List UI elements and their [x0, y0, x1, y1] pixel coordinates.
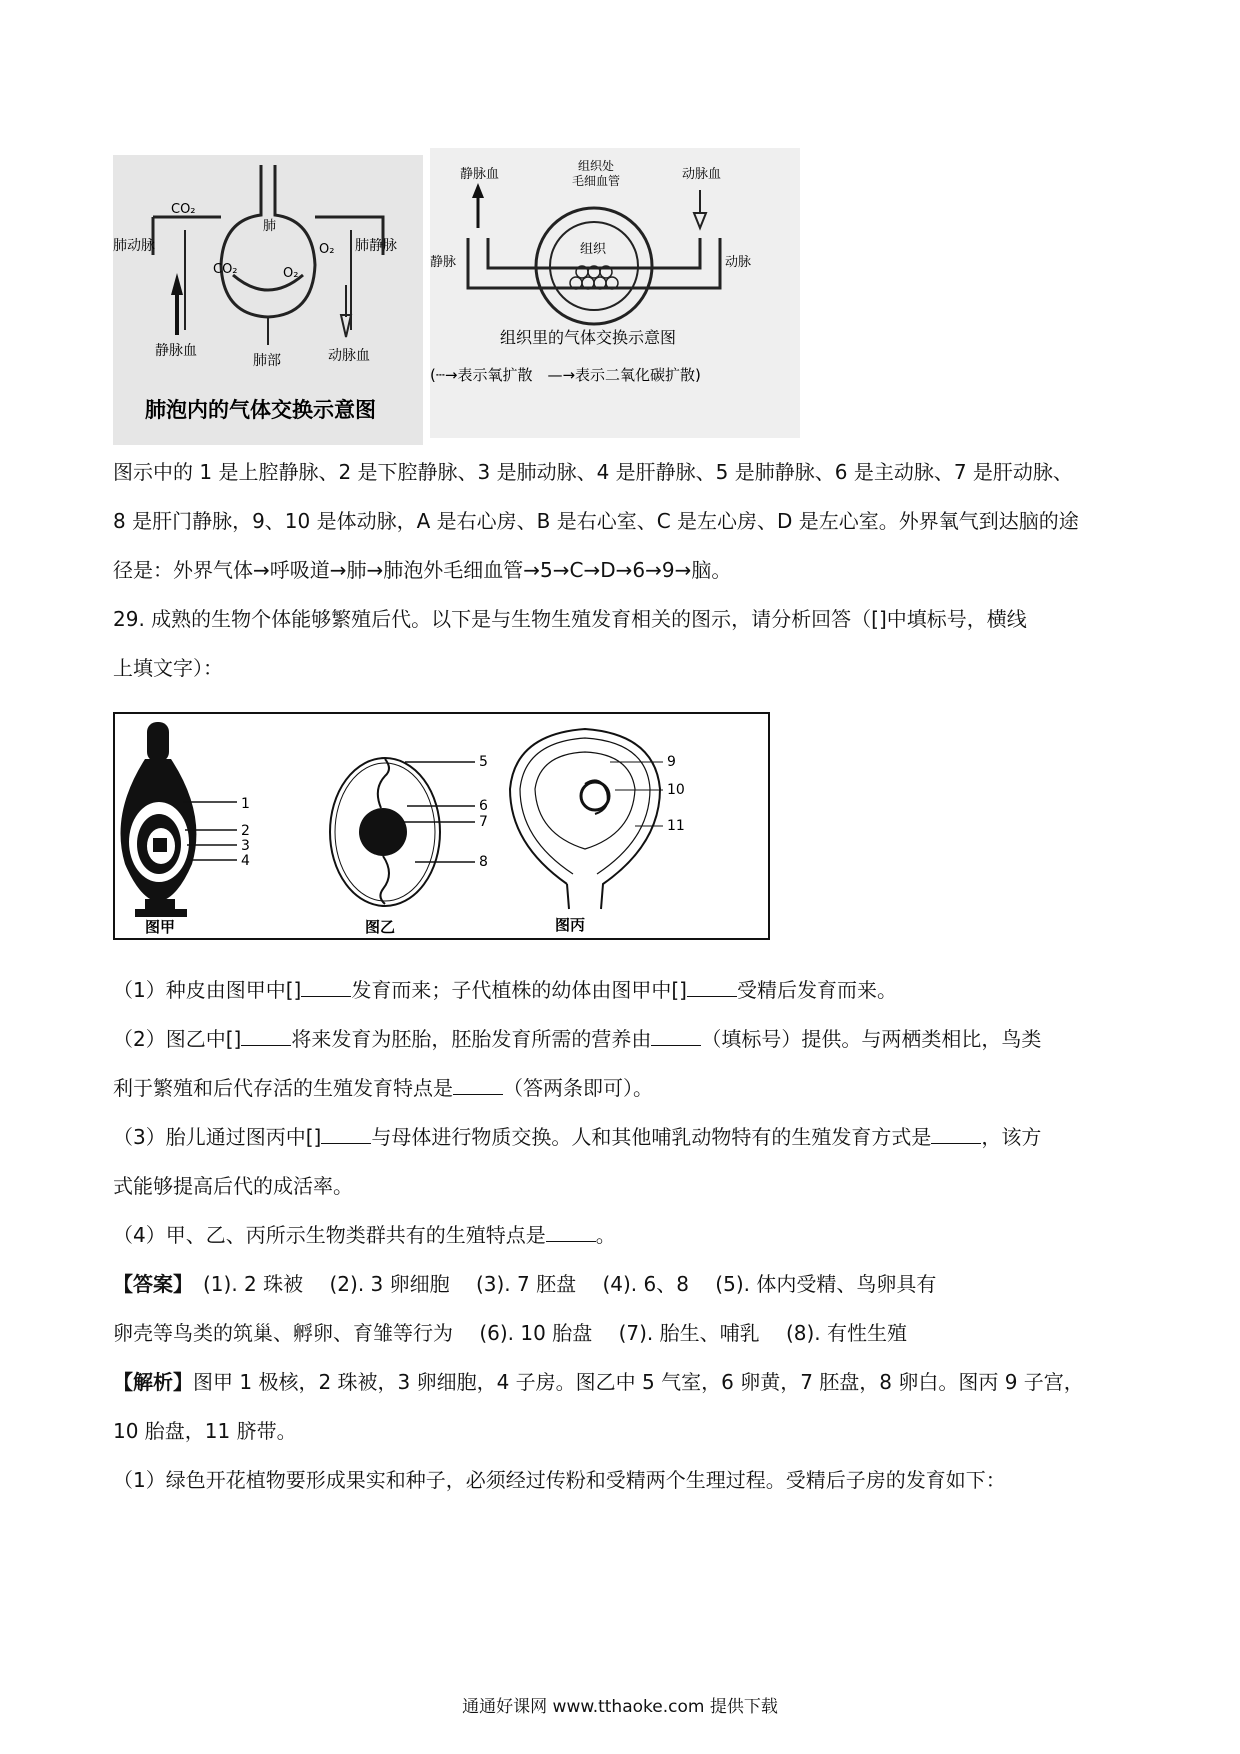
- page-footer: 通通好课网 www.tthaoke.com 提供下载: [462, 1697, 778, 1717]
- yi-label-6: 6: [479, 798, 488, 814]
- reproduction-diagram: [115, 714, 768, 938]
- q3-part-c: ，该方: [981, 1125, 1042, 1149]
- reproduction-figure: [113, 712, 770, 940]
- q1-part-a: （1）种皮由图甲中[]: [113, 978, 302, 1002]
- answer-label: 【答案】: [113, 1272, 183, 1296]
- venous-blood-label-2: 静脉血: [460, 167, 500, 182]
- bing-caption: 图丙: [555, 916, 586, 934]
- tissue-figure-legend: (┄→表示氧扩散 —→表示二氧化碳扩散): [430, 366, 701, 384]
- answer-blank[interactable]: [301, 978, 351, 997]
- q4-line: [113, 1211, 1143, 1260]
- q3-part-a: （3）胎儿通过图丙中[]: [113, 1125, 322, 1149]
- analysis-text-1: 图甲 1 极核，2 珠被，3 卵细胞，4 子房。图乙中 5 气室，6 卵黄，7 胚盘，8 卵白。图丙 9 子宫，: [193, 1370, 1084, 1394]
- yi-label-8: 8: [479, 854, 488, 870]
- jia-label-3: 3: [241, 838, 250, 854]
- q2-part-b: 将来发育为胚胎，胚胎发育所需的营养由: [291, 1027, 652, 1051]
- capillary-label: 组织处毛细血管: [572, 159, 621, 188]
- q2-line2: [113, 1064, 1143, 1113]
- lung-diagram: [113, 155, 423, 445]
- q4-part-a: （4）甲、乙、丙所示生物类群共有的生殖特点是: [113, 1223, 546, 1247]
- lung-label: 肺: [263, 219, 277, 234]
- figure-bing-uterus: [510, 729, 663, 909]
- q1-line: [113, 966, 1143, 1015]
- tissue-diagram: [430, 148, 800, 438]
- answer-blank[interactable]: [546, 1223, 596, 1242]
- q2-part-a: （2）图乙中[]: [113, 1027, 242, 1051]
- yi-caption: 图乙: [365, 918, 396, 936]
- pulmonary-vein-label: 肺静脉: [355, 238, 397, 254]
- lung-part-label: 肺部: [253, 353, 281, 369]
- tissue-figure-caption: 组织里的气体交换示意图: [500, 328, 677, 347]
- answer-blank[interactable]: [687, 978, 737, 997]
- q2-part-c: （填标号）提供。与两栖类相比，鸟类: [701, 1027, 1042, 1051]
- para1-line2: 8 是肝门静脉，9、10 是体动脉，A 是右心房、B 是右心室、C 是左心房、D 是左心室。外界氧气到达脑的途: [113, 509, 1079, 533]
- arterial-blood-label-2: 动脉血: [682, 167, 722, 182]
- q3-line2: 式能够提高后代的成活率。: [113, 1174, 353, 1198]
- tissue-gas-exchange-figure: [430, 148, 800, 438]
- co2-top-label: CO₂: [171, 202, 196, 217]
- pulmonary-artery-label: 肺动脉: [113, 238, 155, 254]
- answer-blank[interactable]: [931, 1125, 981, 1144]
- analysis-label: 【解析】: [113, 1370, 193, 1394]
- bing-label-9: 9: [667, 754, 676, 770]
- analysis-line1: [113, 1358, 1143, 1407]
- jia-label-2: 2: [241, 823, 250, 839]
- para1-line3: 径是：外界气体→呼吸道→肺→肺泡外毛细血管→5→C→D→6→9→脑。: [113, 558, 732, 582]
- figure-jia-ovary: [121, 722, 238, 917]
- answer-line2: 卵壳等鸟类的筑巢、孵卵、育雏等行为 (6). 10 胎盘 (7). 胎生、哺乳 (8). 有性生殖: [113, 1321, 908, 1345]
- q29-line2: 上填文字）：: [113, 656, 223, 680]
- explanation-paragraph: [113, 448, 1143, 595]
- q2-line1: [113, 1015, 1143, 1064]
- answer-blank[interactable]: [453, 1076, 503, 1095]
- yi-label-5: 5: [479, 754, 488, 770]
- sub-questions: [113, 966, 1143, 1260]
- q4-part-b: 。: [595, 1223, 616, 1247]
- question-29-stem: [113, 595, 1143, 693]
- o2-inner-label: O₂: [283, 266, 299, 281]
- answer-blank[interactable]: [241, 1027, 291, 1046]
- jia-label-4: 4: [241, 853, 250, 869]
- tissue-label: 组织: [580, 242, 607, 257]
- artery-label: 动脉: [725, 255, 752, 270]
- q2-part-d: 利于繁殖和后代存活的生殖发育特点是: [113, 1076, 453, 1100]
- q1-part-c: 受精后发育而来。: [736, 978, 897, 1002]
- vein-label: 静脉: [430, 255, 457, 270]
- answer-blank[interactable]: [321, 1125, 371, 1144]
- q3-line1: [113, 1113, 1143, 1162]
- jia-caption: 图甲: [145, 918, 176, 936]
- analysis-section: [113, 1358, 1143, 1505]
- co2-inner-label: CO₂: [213, 262, 238, 277]
- analysis-line3: （1）绿色开花植物要形成果实和种子，必须经过传粉和受精两个生理过程。受精后子房的发育如下：: [113, 1468, 1006, 1492]
- o2-right-label: O₂: [319, 242, 335, 257]
- answer-blank[interactable]: [651, 1027, 701, 1046]
- venous-blood-label: 静脉血: [155, 343, 197, 359]
- analysis-line2: 10 胎盘，11 脐带。: [113, 1419, 297, 1443]
- lung-gas-exchange-figure: [113, 155, 423, 445]
- lung-figure-caption: 肺泡内的气体交换示意图: [145, 398, 376, 422]
- q2-part-e: （答两条即可）。: [503, 1076, 653, 1100]
- bing-label-11: 11: [667, 818, 685, 834]
- q3-part-b: 与母体进行物质交换。人和其他哺乳动物特有的生殖发育方式是: [371, 1125, 932, 1149]
- figure-yi-egg: [330, 758, 475, 906]
- q1-part-b: 发育而来；子代植株的幼体由图甲中[]: [351, 978, 687, 1002]
- q29-line1: 29. 成熟的生物个体能够繁殖后代。以下是与生物生殖发育相关的图示，请分析回答（[]中填标号，横线: [113, 607, 1027, 631]
- answer-line1: [113, 1260, 1143, 1309]
- arterial-blood-label: 动脉血: [328, 348, 370, 364]
- yi-label-7: 7: [479, 814, 488, 830]
- para1-line1: 图示中的 1 是上腔静脉、2 是下腔静脉、3 是肺动脉、4 是肝静脉、5 是肺静脉、6 是主动脉、7 是肝动脉、: [113, 460, 1073, 484]
- bing-label-10: 10: [667, 782, 685, 798]
- answer-text-1: (1). 2 珠被 (2). 3 卵细胞 (3). 7 胚盘 (4). 6、8 (5). 体内受精、鸟卵具有: [183, 1272, 937, 1296]
- jia-label-1: 1: [241, 796, 250, 812]
- answer-section: [113, 1260, 1143, 1358]
